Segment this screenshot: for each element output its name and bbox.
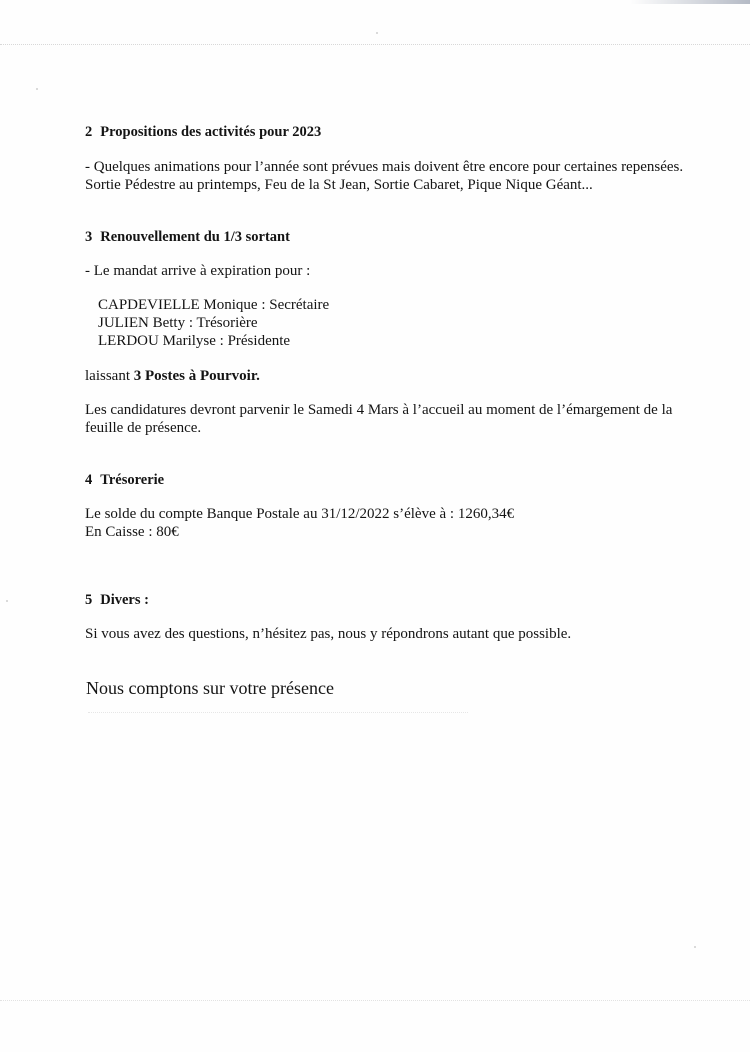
member-line: CAPDEVIELLE Monique : Secrétaire	[98, 297, 330, 313]
section-title: Propositions des activités pour 2023	[100, 124, 322, 140]
member-line: JULIEN Betty : Trésorière	[98, 315, 258, 331]
leaving-prefix: laissant	[85, 368, 134, 384]
section-number: 4	[85, 472, 93, 488]
paragraph-line: - Quelques animations pour l’année sont prévues mais doivent être encore pour certaines repensées.	[85, 159, 684, 175]
paragraph-line: Si vous avez des questions, n’hésitez pas, nous y répondrons autant que possible.	[85, 626, 572, 642]
section-title: Renouvellement du 1/3 sortant	[100, 229, 290, 245]
scan-speck	[36, 88, 38, 90]
paragraph-line: Sortie Pédestre au printemps, Feu de la St Jean, Sortie Cabaret, Pique Nique Géant...	[85, 177, 593, 193]
scan-speck	[6, 600, 8, 602]
section-title: Trésorerie	[100, 472, 165, 488]
section-heading-renewal	[85, 229, 290, 246]
paragraph-line: feuille de présence.	[85, 420, 202, 436]
section-title: Divers :	[100, 592, 149, 608]
scan-artifact-line	[88, 712, 468, 713]
scan-speck	[694, 946, 696, 948]
leaving-posts-count: 3 Postes à Pourvoir.	[133, 368, 260, 384]
section-heading-misc	[85, 592, 149, 609]
closing-line: Nous comptons sur votre présence	[86, 678, 334, 698]
balance-line: Le solde du compte Banque Postale au 31/12/2022 s’élève à : 1260,34€	[85, 506, 515, 522]
section-heading-activities	[85, 124, 321, 141]
section-number: 5	[85, 592, 93, 608]
leaving-posts-line	[85, 367, 260, 385]
cash-line: En Caisse : 80€	[85, 524, 179, 540]
member-line: LERDOU Marilyse : Présidente	[98, 333, 291, 349]
scan-speck	[376, 32, 378, 34]
scan-artifact	[630, 0, 750, 4]
scan-artifact-line	[0, 1000, 750, 1001]
paragraph-line: - Le mandat arrive à expiration pour :	[85, 263, 311, 279]
section-number: 2	[85, 124, 93, 140]
section-heading-treasury	[85, 472, 164, 489]
paragraph-line: Les candidatures devront parvenir le Samedi 4 Mars à l’accueil au moment de l’émargement de la	[85, 402, 673, 418]
section-number: 3	[85, 229, 93, 245]
scan-artifact-line	[0, 44, 750, 45]
